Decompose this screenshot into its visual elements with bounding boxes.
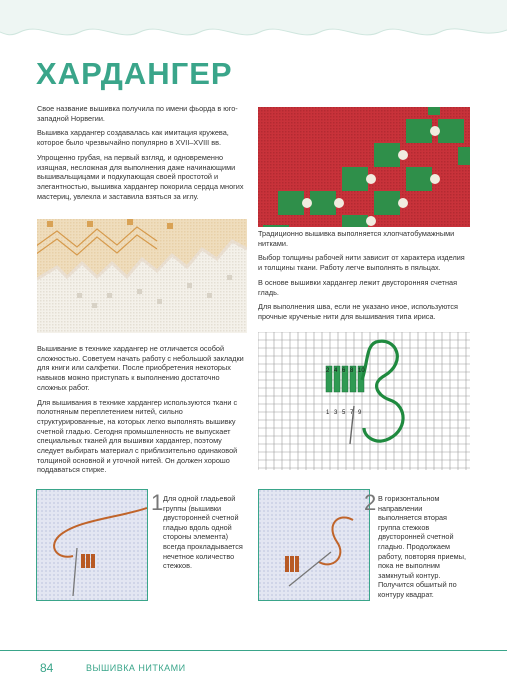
page-title: ХАРДАНГЕР	[36, 56, 233, 91]
page-number: 84	[40, 661, 54, 675]
intro-text	[37, 104, 247, 206]
stitch-number-bottom: 1	[326, 410, 330, 416]
technique-paragraph: Для вышивания в технике хардангер используются ткани с полотняным переплетением нитей, сильно структурированные, на которых легко выполнять вышивку счетной гладью. Сегодня промышленность не выпускает специальных тканей для вышивки хардангер, поэтому следует выбирать материал с приблизительно одинаковой толщиной основной и уточной нитей. Он должен хорошо поддаваться стирке.	[37, 397, 238, 475]
section-title: ВЫШИВКА НИТКАМИ	[86, 663, 186, 673]
stitch-number-top: 6	[342, 368, 346, 374]
stitch-diagram	[258, 332, 470, 470]
red-embroidery-photo	[258, 107, 470, 227]
intro-paragraph: Свое название вышивка получила по имени фьорда в юго-западной Норвегии.	[37, 104, 238, 123]
stitch-number-bottom: 5	[342, 410, 346, 416]
intro-paragraph: Упрощенно грубая, на первый взгляд, и одновременно изящная, несложная для выполнения даже начинающими вышивальщицами и подкупающая своей простотой и элегантностью, вышивка хардангер покорила сердца многих мастериц, увлекла и заставила взяться за иглу.	[37, 152, 244, 201]
thread-paragraph: В основе вышивки хардангер лежит двусторонняя счетная гладь.	[258, 277, 458, 297]
stitch-number-top: 4	[334, 368, 338, 374]
step-text: В горизонтальном направлении выполняется вторая группа стежков двусторонней счетной гладью. Продолжаем работу, повторяя приемы, пока не выполним замкнутый контур. Получится обшитый по контуру квадрат.	[378, 494, 466, 599]
technique-paragraph: Вышивание в технике хардангер не отличается особой сложностью. Советуем начать работу с небольшой закладки для книги или салфетки. После приобретения некоторых навыков можно приступать к выполнению достаточно сложных работ.	[37, 344, 244, 392]
top-decor-band	[0, 0, 507, 44]
step-number: 2	[364, 490, 377, 515]
step-text: Для одной гладьевой группы (вышивки двусторонней счетной гладью вдоль одной стороны элемента) всегда прокладывается нечетное количество стежков.	[163, 494, 243, 571]
intro-paragraph: Вышивка хардангер создавалась как имитация кружева, которое было чрезвычайно популярно в XVII–XVIII вв.	[37, 128, 229, 148]
stitch-number-top: 8	[350, 368, 354, 374]
stitch-number-top: 10	[358, 368, 365, 374]
stitch-number-bottom: 9	[358, 410, 362, 416]
stitch-number-top: 2	[326, 368, 330, 374]
white-embroidery-photo	[37, 219, 247, 333]
step2-photo	[258, 489, 370, 601]
wave-decoration	[0, 0, 507, 44]
thread-text	[258, 229, 470, 327]
thread-paragraph: Выбор толщины рабочей нити зависит от характера изделия и толщины ткани. Работу легче выполнять в пяльцах.	[258, 253, 465, 273]
step-number: 1	[151, 490, 164, 515]
technique-text	[37, 344, 247, 480]
thread-paragraph: Для выполнения шва, если не указано иное, используются прочные крученые нити для вышивания типа ириса.	[258, 302, 459, 321]
stitch-number-bottom: 7	[350, 410, 354, 416]
step1-photo	[36, 489, 148, 601]
stitch-number-bottom: 3	[334, 410, 338, 416]
footer-divider	[0, 650, 507, 651]
thread-paragraph: Традиционно вышивка выполняется хлопчатобумажными нитками.	[258, 229, 455, 248]
